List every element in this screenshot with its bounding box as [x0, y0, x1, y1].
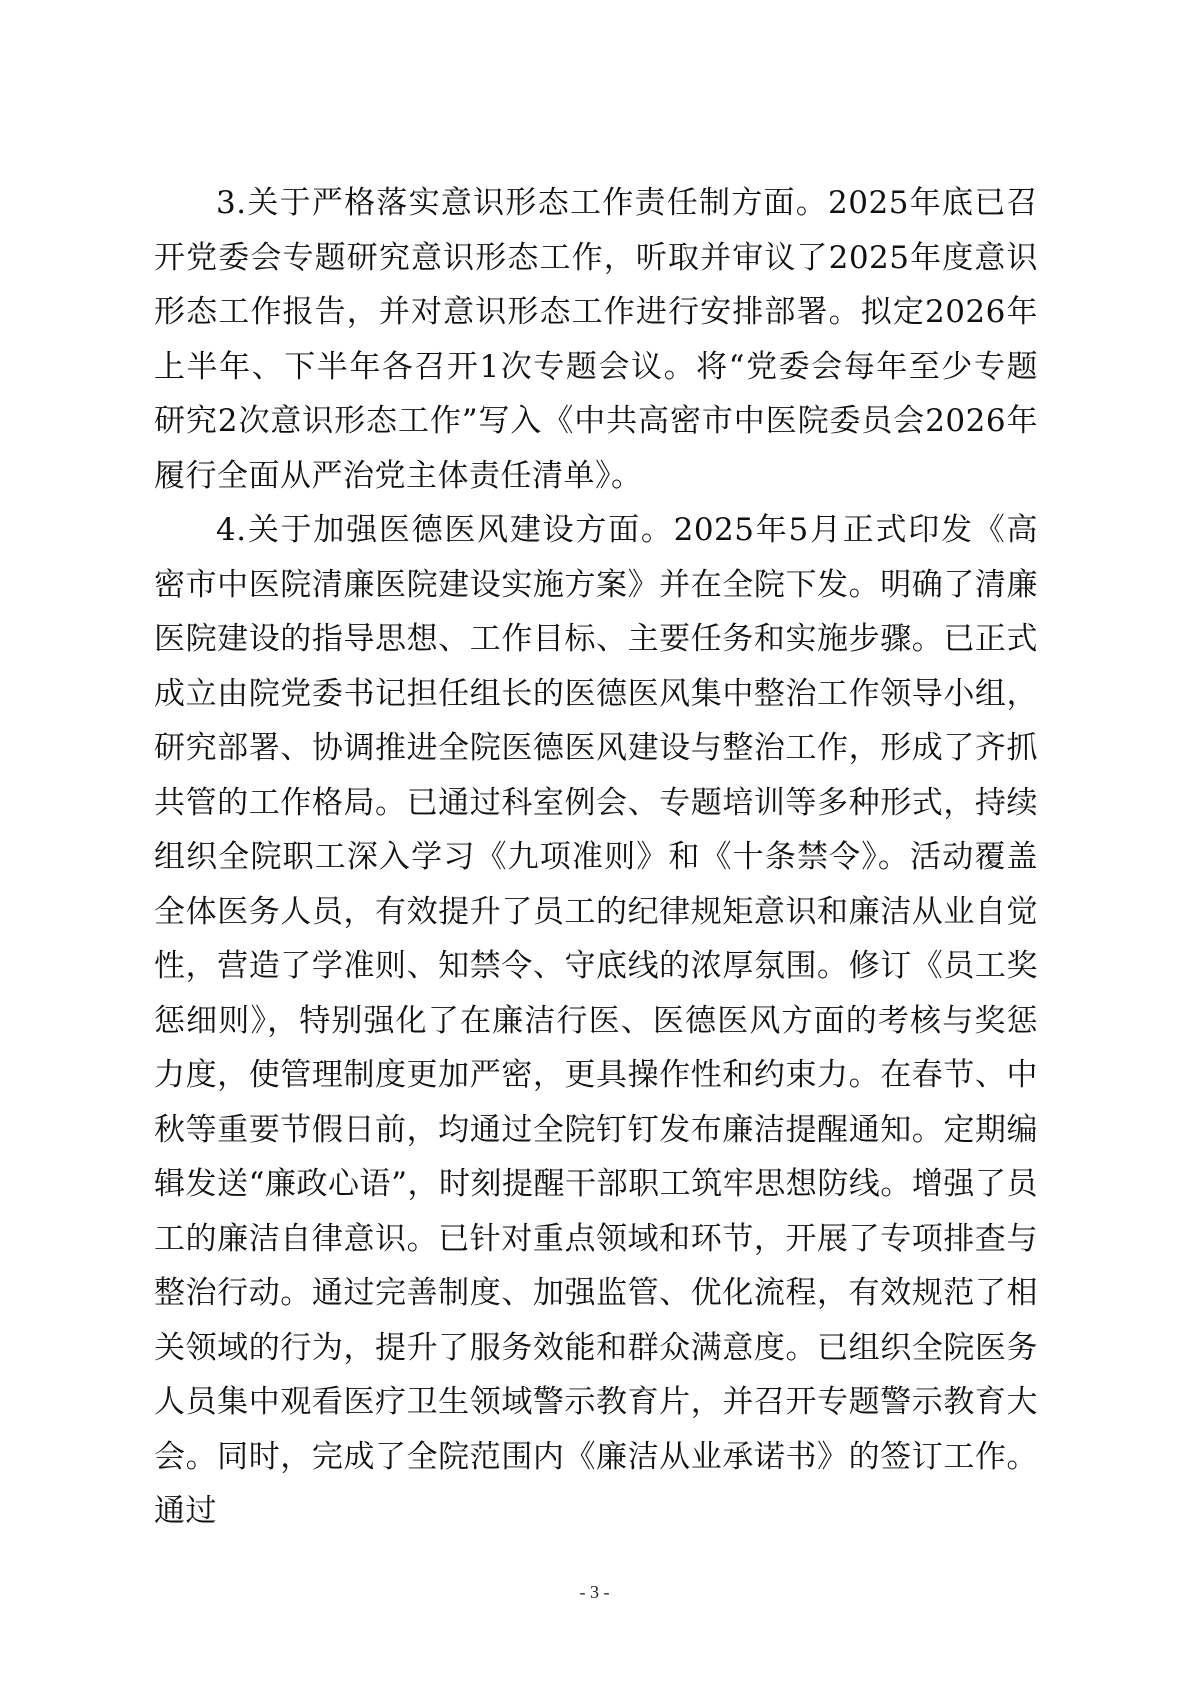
- paragraph-ideology-responsibility: 3.关于严格落实意识形态工作责任制方面。2025年底已召开党委会专题研究意识形态工作，听取并审议了2025年度意识形态工作报告，并对意识形态工作进行安排部署。拟定2026年上半年、下半年各召开1次专题会议。将“党委会每年至少专题研究2次意识形态工作”写入《中共高密市中医院委员会2026年履行全面从严治党主体责任清单》。: [154, 185, 1038, 494]
- page-number: - 3 -: [579, 1582, 610, 1602]
- paragraph-medical-ethics: 4.关于加强医德医风建设方面。2025年5月正式印发《高密市中医院清廉医院建设实施方案》并在全院下发。明确了清廉医院建设的指导思想、工作目标、主要任务和实施步骤。已正式成立由院党委书记担任组长的医德医风集中整治工作领导小组，研究部署、协调推进全院医德医风建设与整治工作，形成了齐抓共管的工作格局。已通过科室例会、专题培训等多种形式，持续组织全院职工深入学习《九项准则》和《十条禁令》。活动覆盖全体医务人员，有效提升了员工的纪律规矩意识和廉洁从业自觉性，营造了学准则、知禁令、守底线的浓厚氛围。修订《员工奖惩细则》，特别强化了在廉洁行医、医德医风方面的考核与奖惩力度，使管理制度更加严密，更具操作性和约束力。在春节、中秋等重要节假日前，均通过全院钉钉发布廉洁提醒通知。定期编辑发送“廉政心语”，时刻提醒干部职工筑牢思想防线。增强了员工的廉洁自律意识。已针对重点领域和环节，开展了专项排查与整治行动。通过完善制度、加强监管、优化流程，有效规范了相关领域的行为，提升了服务效能和群众满意度。已组织全院医务人员集中观看医疗卫生领域警示教育片，并召开专题警示教育大会。同时，完成了全院范围内《廉洁从业承诺书》的签订工作。通过: [154, 512, 1038, 1529]
- document-body: [154, 176, 1038, 1539]
